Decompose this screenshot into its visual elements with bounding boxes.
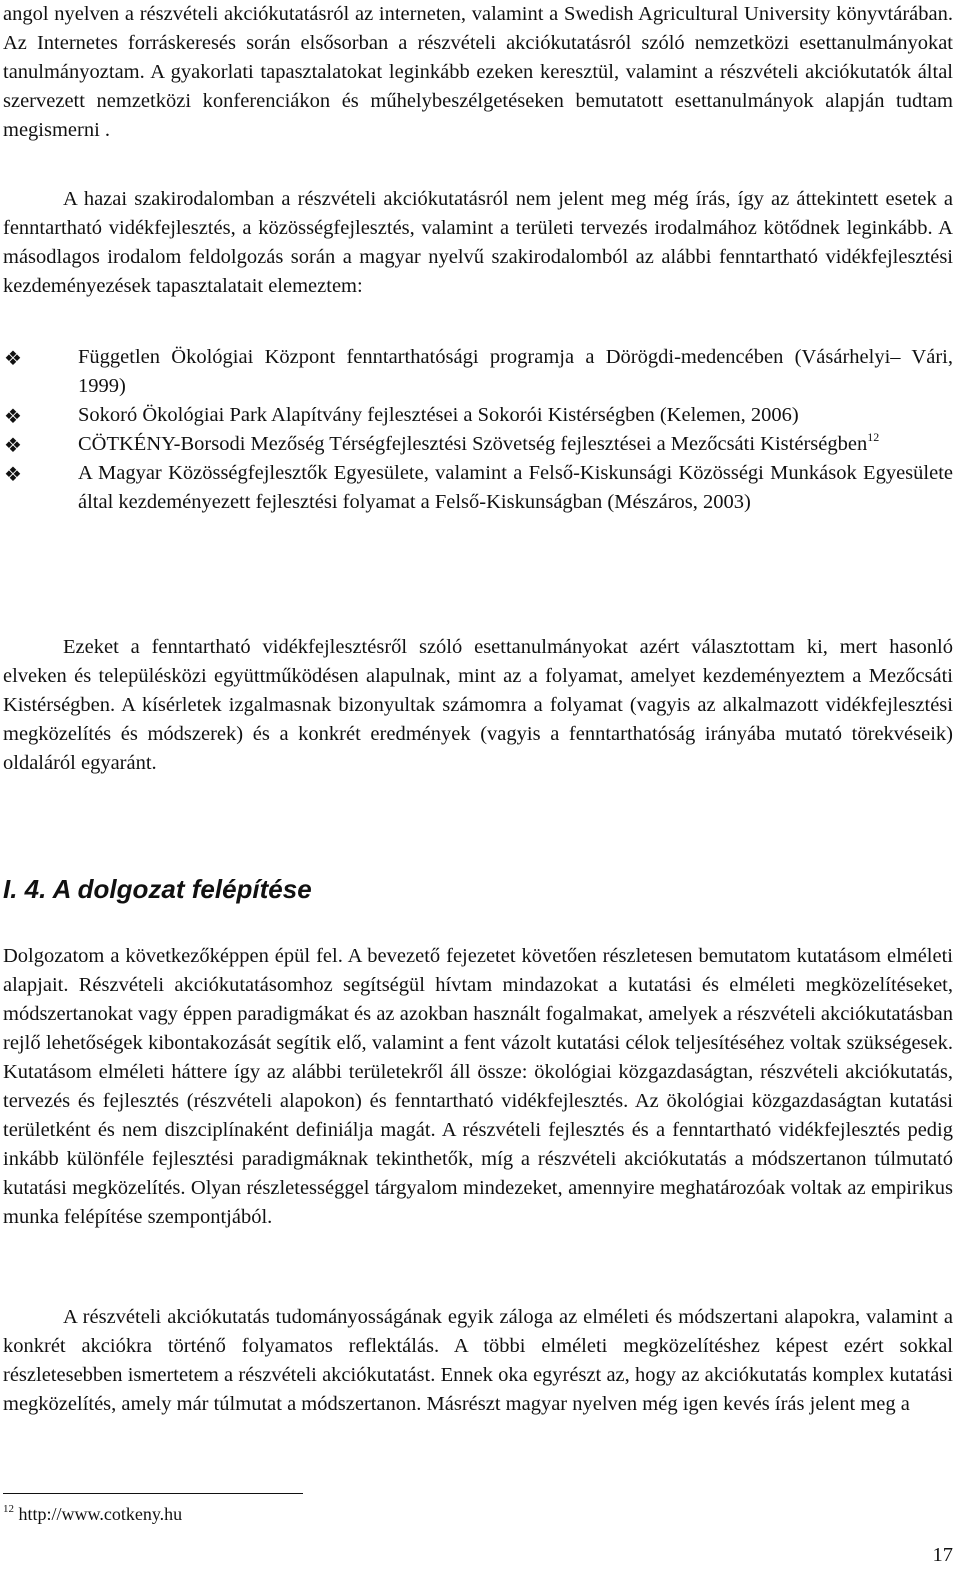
list-item <box>3 401 953 430</box>
list-item <box>3 459 953 517</box>
footnote-link[interactable]: http://www.cotkeny.hu <box>18 1504 183 1524</box>
footnote-reference[interactable]: 12 <box>867 430 880 444</box>
paragraph-1: angol nyelven a részvételi akciókutatásról az interneten, valamint a Swedish Agricultural University könyvtárában. Az Internetes forráskeresés során elsősorban a részvételi akciókutatásról szóló nemzetközi esettanulmányokat tanulmányoztam. A gyakorlati tapasztalatokat leginkább ezeken keresztül, valamint a részvételi akciókutatók által szervezett nemzetközi konferenciákon és műhelybeszélgetéseken bemutatott esettanulmányok alapján tudtam megismerni . <box>3 3 953 141</box>
paragraph-3: Ezeket a fenntartható vidékfejlesztésről szóló esettanulmányokat azért választottam ki, mert hasonló elveken és településközi együttműködésen alapulnak, mint az a folyamat, amelyet kezdeményeztem a Mezőcsáti Kistérségben. A kísérletek izgalmasnak bizonyultak számomra a folyamat (vagyis az alkalmazott vidékfejlesztési megközelítés és módszerek) és a konkrét eredmények (vagyis a fenntarthatóság irányába mutató törekvéseik) oldaláról egyaránt. <box>3 636 953 774</box>
footnote-divider <box>3 1493 303 1494</box>
section-heading: I. 4. A dolgozat felépítése <box>3 874 312 904</box>
diamond-bullet-icon: ❖ <box>4 433 22 457</box>
list-item-text: Független Ökológiai Központ fenntarthatósági programja a Dörögdi-medencében (Vásárhelyi– Vári, 1999) <box>78 346 953 397</box>
list-item <box>3 430 953 459</box>
paragraph-5: A részvételi akciókutatás tudományosságának egyik záloga az elméleti és módszertani alapokra, valamint a konkrét akciókra történő folyamatos reflektálás. A többi elméleti megközelítéshez képest ezért sokkal részletesebben ismertetem a részvételi akciókutatást. Ennek oka egyrészt az, hogy az akciókutatás komplex kutatási megközelítés, amely már túlmutat a módszertanon. Másrészt magyar nyelven még igen kevés írás jelent meg a <box>3 1306 953 1415</box>
list-item-text: A Magyar Közösségfejlesztők Egyesülete, valamint a Felső-Kiskunsági Közösségi Munkások Egyesülete által kezdeményezett fejlesztési folyamat a Felső-Kiskunságban (Mészáros, 2003) <box>78 462 953 513</box>
diamond-bullet-icon: ❖ <box>4 404 22 428</box>
diamond-bullet-icon: ❖ <box>4 462 22 486</box>
paragraph-4: Dolgozatom a következőképpen épül fel. A bevezető fejezetet követően részletesen bemutatom kutatásom elméleti alapjait. Részvételi akciókutatásomhoz segítségül hívtam mindazokat a kutatási és elméleti megközelítéseket, módszertanokat vagy éppen paradigmákat és az azokban használt fogalmakat, amelyek a részvételi akciókutatásban rejlő lehetőségek kibontakozását segítik elő, valamint a fent vázolt kutatási célok teljesítéséhez voltak szükségesek. Kutatásom elméleti háttere így az alábbi területekről áll össze: ökológiai közgazdaságtan, részvételi akciókutatás, tervezés és fejlesztés (részvételi alapokon) és fenntartható vidékfejlesztés. Az ökológiai közgazdaságtan kutatási területként és nem diszciplínaként definiálja magát. A részvételi fejlesztés és a fenntartható vidékfejlesztés pedig inkább különféle fejlesztési paradigmáknak tekinthetők, míg a részvételi akciókutatás a módszertanon túlmutató kutatási megközelítés. Olyan részletességgel tárgyalom mindezeket, amennyire meghatározóak voltak az empirikus munka felépítése szempontjából. <box>3 945 953 1228</box>
diamond-bullet-icon: ❖ <box>4 346 22 370</box>
footnote-number: 12 <box>3 1503 14 1515</box>
page-number: 17 <box>932 1544 953 1566</box>
list-item-text: CÖTKÉNY-Borsodi Mezőség Térségfejlesztési Szövetség fejlesztései a Mezőcsáti Kistérségben <box>78 433 868 455</box>
paragraph-2: A hazai szakirodalomban a részvételi akciókutatásról nem jelent meg még írás, így az áttekintett esetek a fenntartható vidékfejlesztés, a közösségfejlesztés, valamint a területi tervezés irodalmához kötődnek leginkább. A másodlagos irodalom feldolgozás során a magyar nyelvű szakirodalomból az alábbi fenntartható vidékfejlesztési kezdeményezések tapasztalatait elemeztem: <box>3 188 953 297</box>
footnote <box>3 1500 182 1528</box>
list-item <box>3 343 953 401</box>
list-item-text: Sokoró Ökológiai Park Alapítvány fejlesztései a Sokorói Kistérségben (Kelemen, 2006) <box>78 404 799 426</box>
case-study-list <box>3 343 953 517</box>
